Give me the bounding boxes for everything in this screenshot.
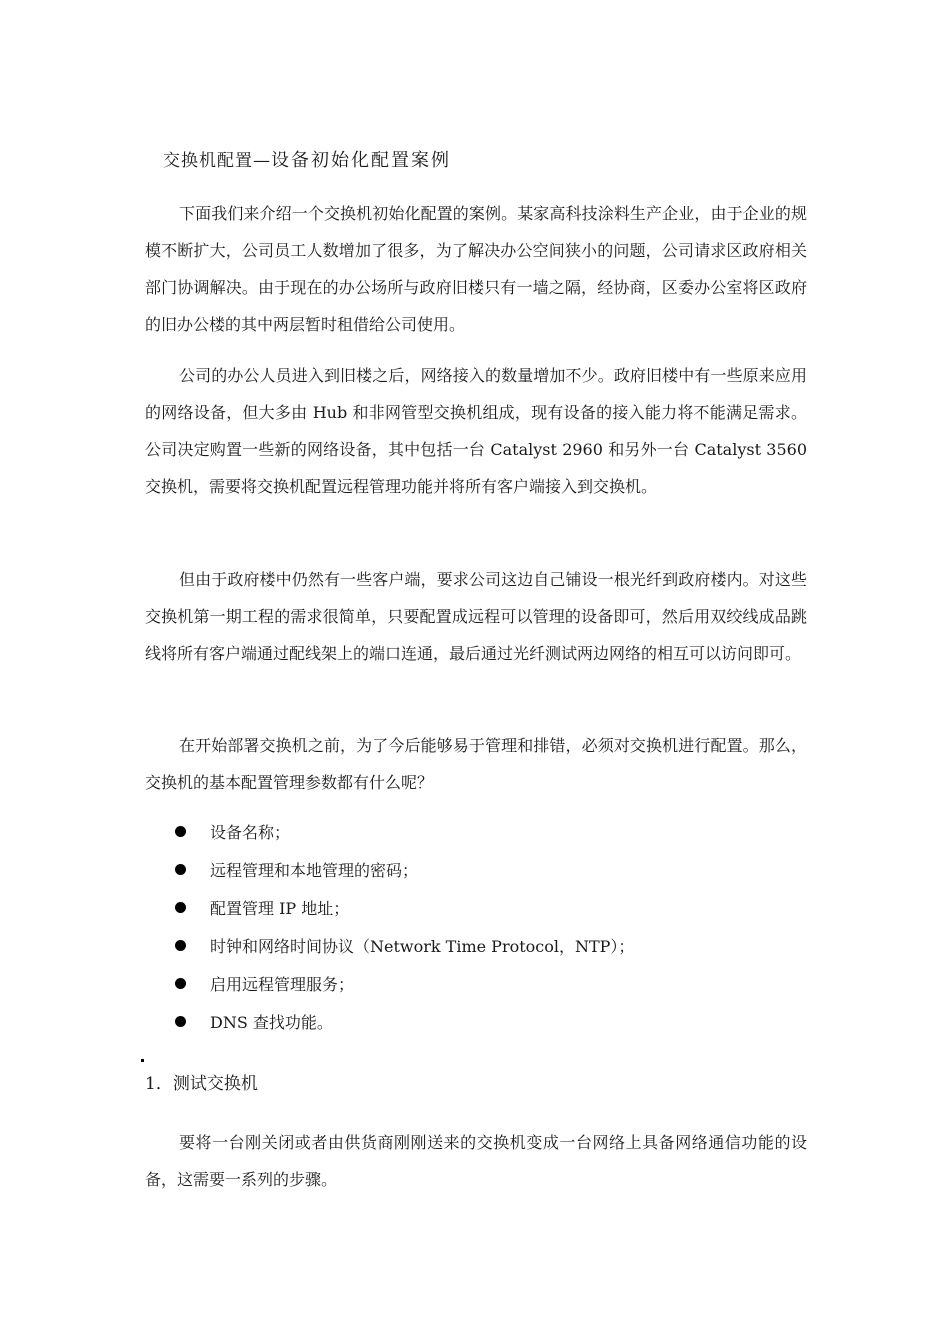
paragraph-requirements: 但由于政府楼中仍然有一些客户端，要求公司这边自己铺设一根光纤到政府楼内。对这些交换机第一期工程的需求很简单，只要配置成远程可以管理的设备即可，然后用双绞线成品跳线将所有客户端通过配线架上的端口连通，最后通过光纤测试两边网络的相互可以访问即可。 <box>145 570 807 663</box>
paragraph-office-network: 公司的办公人员进入到旧楼之后，网络接入的数量增加不少。政府旧楼中有一些原来应用的网络设备，但大多由 Hub 和非网管型交换机组成，现有设备的接入能力将不能满足需求。公司决定购置一些新的网络设备，其中包括一台 Catalyst 2960 和另外一台 Catalyst 3560 交换机，需要将交换机配置远程管理功能并将所有客户端接入到交换机。 <box>145 366 807 496</box>
list-item <box>175 814 634 852</box>
list-item <box>175 966 634 1004</box>
title-prefix: 交换机配置— <box>163 151 271 171</box>
list-item-text: 设备名称； <box>210 823 291 842</box>
bullet-icon <box>175 902 186 913</box>
list-item-text: 时钟和网络时间协议（Network Time Protocol，NTP）； <box>210 937 635 956</box>
document-title <box>163 146 451 172</box>
bullet-icon <box>175 1016 186 1027</box>
config-parameter-list <box>175 814 634 1042</box>
list-item-text: 启用远程管理服务； <box>210 975 355 994</box>
bullet-icon <box>175 940 186 951</box>
list-item-text: 配置管理 IP 地址； <box>210 899 350 918</box>
paragraph-intro: 下面我们来介绍一个交换机初始化配置的案例。某家高科技涂料生产企业，由于企业的规模不断扩大，公司员工人数增加了很多，为了解决办公空间狭小的问题，公司请求区政府相关部门协调解决。由于现在的办公场所与政府旧楼只有一墙之隔，经协商，区委办公室将区政府的旧办公楼的其中两层暂时租借给公司使用。 <box>145 204 807 334</box>
title-main: 设备初始化配置案例 <box>271 150 451 171</box>
bullet-icon <box>175 978 186 989</box>
list-item <box>175 852 634 890</box>
section-heading: 1．测试交换机 <box>145 1074 258 1094</box>
list-item <box>175 928 634 966</box>
paragraph-test-switch: 要将一台刚关闭或者由供货商刚刚送来的交换机变成一台网络上具备网络通信功能的设备，这需要一系列的步骤。 <box>145 1133 807 1189</box>
list-item-text: 远程管理和本地管理的密码； <box>210 861 419 880</box>
list-item <box>175 1004 634 1042</box>
paragraph-mark <box>141 1059 144 1062</box>
bullet-icon <box>175 864 186 875</box>
list-item <box>175 890 634 928</box>
bullet-icon <box>175 826 186 837</box>
paragraph-config-question: 在开始部署交换机之前，为了今后能够易于管理和排错，必须对交换机进行配置。那么，交换机的基本配置管理参数都有什么呢？ <box>145 736 807 792</box>
list-item-text: DNS 查找功能。 <box>210 1013 333 1032</box>
